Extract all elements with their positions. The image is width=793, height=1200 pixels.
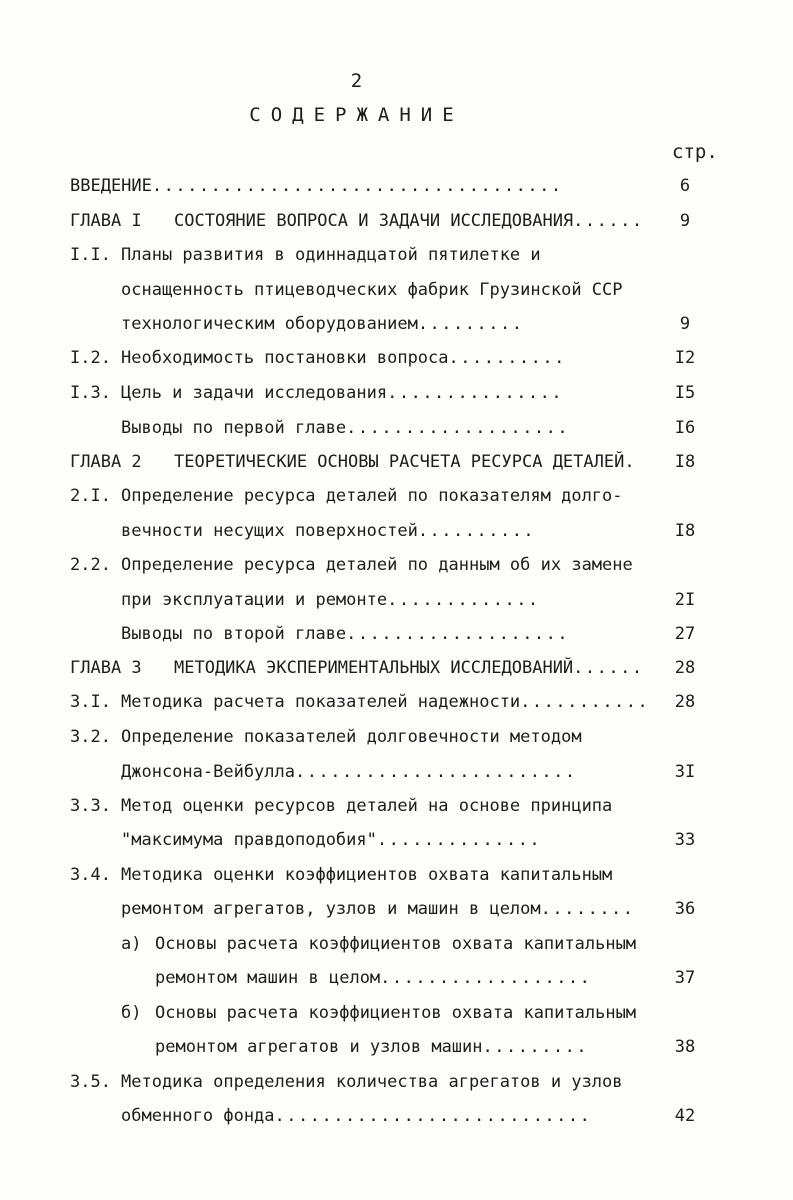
page-column-header: стр. <box>672 141 718 163</box>
toc-page-number: 27 <box>674 624 696 644</box>
toc-entry-line <box>0 928 793 960</box>
toc-entry-line <box>0 859 793 891</box>
toc-entry-title: МЕТОДИКА ЭКСПЕРИМЕНТАЛЬНЫХ ИССЛЕДОВАНИЙ...... <box>174 658 644 678</box>
toc-leader-dots: ......... <box>482 1037 589 1057</box>
toc-entry-line <box>0 652 793 684</box>
toc-leader-dots: ........................... <box>274 1106 592 1126</box>
toc-entry-number: 2.2. <box>70 555 111 575</box>
toc-page-number: 33 <box>674 830 696 850</box>
toc-entry-number: 3.2. <box>70 727 111 747</box>
toc-leader-dots: .......... <box>417 521 536 541</box>
toc-page-number: 9 <box>679 314 691 334</box>
toc-leader-dots: ...... <box>573 211 644 231</box>
toc-entry-number: I.3. <box>70 383 111 403</box>
toc-entry-line <box>0 446 793 478</box>
toc-entry-title: оснащенность птицеводческих фабрик Грузинской ССР <box>121 280 623 300</box>
toc-entry-title: Методика определения количества агрегатов и узлов <box>121 1072 623 1092</box>
toc-entry-line <box>0 721 793 753</box>
toc-entry-number: 3.5. <box>70 1072 111 1092</box>
toc-entry-number: ГЛАВА I <box>70 211 142 231</box>
toc-entry-number: 3.3. <box>70 796 111 816</box>
toc-entry-line <box>0 377 793 409</box>
toc-entry-title: Выводы по второй главе................... <box>121 624 570 644</box>
toc-entry-line <box>0 480 793 512</box>
toc-leader-dots: ...... <box>573 658 644 678</box>
toc-entry-line <box>0 308 793 340</box>
toc-entry-title: ТЕОРЕТИЧЕСКИЕ ОСНОВЫ РАСЧЕТА РЕСУРСА ДЕТАЛЕЙ. <box>174 452 635 472</box>
toc-entry-number: б) <box>121 1003 142 1023</box>
toc-leader-dots: ............. <box>387 590 540 610</box>
toc-leader-dots: .......... <box>448 348 566 368</box>
toc-page-number: 36 <box>674 899 696 919</box>
toc-entry-title: при эксплуатации и ремонте............. <box>121 590 540 610</box>
toc-leader-dots: ........................ <box>295 762 577 782</box>
toc-entry-title: Цель и задачи исследования............... <box>121 383 564 403</box>
toc-entry-title: ремонтом агрегатов и узлов машин......... <box>155 1037 589 1057</box>
toc-page-number: 9 <box>679 211 691 231</box>
toc-leader-dots: .................. <box>380 968 592 988</box>
toc-page-number: I2 <box>674 348 696 368</box>
toc-page-number: I5 <box>674 383 696 403</box>
toc-entry-line <box>0 549 793 581</box>
toc-entry-title: ремонтом агрегатов, узлов и машин в целом........ <box>121 899 635 919</box>
toc-entry-line <box>0 618 793 650</box>
toc-leader-dots: ........... <box>520 692 650 712</box>
toc-entry-line <box>0 790 793 822</box>
toc-entry-line <box>0 205 793 237</box>
toc-entry-title: обменного фонда........................... <box>121 1106 592 1126</box>
toc-entry-number: I.2. <box>70 348 111 368</box>
toc-page-number: I8 <box>674 452 696 472</box>
toc-leader-dots: ................................... <box>151 176 563 196</box>
toc-entry-number: ГЛАВА 2 <box>70 452 142 472</box>
toc-entry-line <box>0 893 793 925</box>
toc-entry-line <box>0 756 793 788</box>
toc-page-number: 38 <box>674 1037 696 1057</box>
toc-entry-title: Основы расчета коэффициентов охвата капитальным <box>155 934 637 954</box>
page-title: СОДЕРЖАНИЕ <box>249 104 464 126</box>
toc-entry-line <box>0 1031 793 1063</box>
toc-entry-line <box>0 412 793 444</box>
toc-entry-title: Определение ресурса деталей по данным об их замене <box>121 555 633 575</box>
toc-entry-line <box>0 1066 793 1098</box>
toc-page-number: 28 <box>674 658 696 678</box>
toc-entry-line <box>0 342 793 374</box>
toc-entry-line <box>0 824 793 856</box>
toc-entry-title: Метод оценки ресурсов деталей на основе принципа <box>121 796 613 816</box>
toc-entry-title: Необходимость постановки вопроса.......... <box>121 348 566 368</box>
toc-entry-title: Определение ресурса деталей по показателям долго- <box>121 486 623 506</box>
toc-page-number: 42 <box>674 1106 696 1126</box>
toc-page-number: 2I <box>674 590 696 610</box>
toc-leader-dots: ................... <box>346 624 570 644</box>
toc-entry-title: технологическим оборудованием......... <box>121 314 524 334</box>
toc-entry-number: 3.4. <box>70 865 111 885</box>
toc-entry-number: ГЛАВА 3 <box>70 658 142 678</box>
toc-entry-number: а) <box>121 934 142 954</box>
toc-page-number: 28 <box>674 692 696 712</box>
toc-page-number: I8 <box>674 521 696 541</box>
toc-page-number: 6 <box>679 176 691 196</box>
toc-entry-title: ВВЕДЕНИЕ................................... <box>70 176 563 196</box>
toc-leader-dots: .............. <box>376 830 542 850</box>
toc-entry-title: Основы расчета коэффициентов охвата капитальным <box>155 1003 637 1023</box>
toc-entry-line <box>0 997 793 1029</box>
toc-entry-number: 3.I. <box>70 692 111 712</box>
toc-entry-title: Джонсона-Вейбулла........................ <box>121 762 577 782</box>
toc-entry-number: I.I. <box>70 245 111 265</box>
toc-leader-dots: ........ <box>540 899 635 919</box>
toc-entry-line <box>0 515 793 547</box>
toc-entry-title: вечности несущих поверхностей.......... <box>121 521 536 541</box>
toc-entry-line <box>0 1100 793 1132</box>
toc-entry-title: "максимума правдоподобия".............. <box>121 830 542 850</box>
toc-page-number: 37 <box>674 968 696 988</box>
toc-entry-title: Выводы по первой главе................... <box>121 418 570 438</box>
toc-entry-line <box>0 686 793 718</box>
toc-leader-dots: ......... <box>417 314 524 334</box>
toc-entry-title: Методика расчета показателей надежности........... <box>121 692 650 712</box>
toc-entry-line <box>0 274 793 306</box>
toc-page-number: I6 <box>674 418 696 438</box>
toc-entry-title: Методика оценки коэффициентов охвата капитальным <box>121 865 613 885</box>
toc-page-number: 3I <box>674 762 696 782</box>
toc-leader-dots: ............... <box>387 383 564 403</box>
toc-entry-line <box>0 584 793 616</box>
toc-entry-number: 2.I. <box>70 486 111 506</box>
toc-leader-dots: ................... <box>346 418 570 438</box>
toc-entry-line <box>0 239 793 271</box>
toc-entry-line <box>0 170 793 202</box>
toc-entry-title: ремонтом машин в целом.................. <box>155 968 592 988</box>
toc-entry-line <box>0 962 793 994</box>
page-number: 2 <box>350 70 363 92</box>
toc-entry-title: Планы развития в одиннадцатой пятилетке и <box>121 245 541 265</box>
toc-entry-title: СОСТОЯНИЕ ВОПРОСА И ЗАДАЧИ ИССЛЕДОВАНИЯ...... <box>174 211 644 231</box>
toc-entry-title: Определение показателей долговечности методом <box>121 727 582 747</box>
